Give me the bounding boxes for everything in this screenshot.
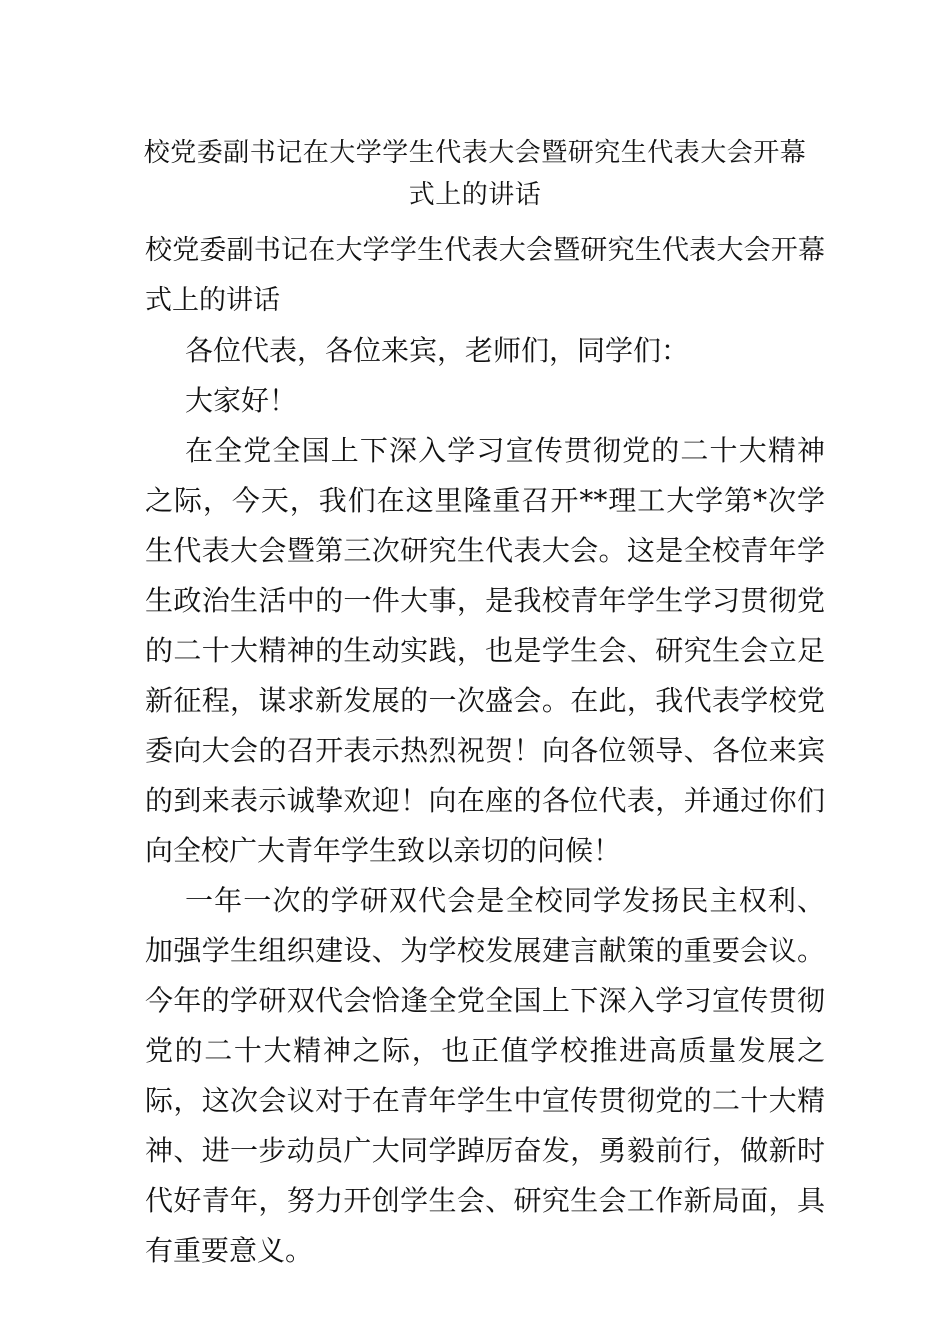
document-body: [145, 226, 825, 1276]
greeting-paragraph: 大家好！: [185, 384, 298, 417]
title-line-2: 式上的讲话: [408, 180, 542, 210]
document-subtitle: 校党委副书记在大学学生代表大会暨研究生代表大会开幕式上的讲话: [145, 235, 825, 316]
title-line-1: 校党委副书记在大学学生代表大会暨研究生代表大会开幕: [143, 138, 807, 168]
document-title: [120, 132, 830, 216]
body-paragraph-1: 在全党全国上下深入学习宣传贯彻党的二十大精神之际，今天，我们在这里隆重召开**理工大学第*次学生代表大会暨第三次研究生代表大会。这是全校青年学生政治生活中的一件大事，是我校青年学生学习贯彻党的二十大精神的生动实践，也是学生会、研究生会立足新征程，谋求新发展的一次盛会。在此，我代表学校党委向大会的召开表示热烈祝贺！向各位领导、各位来宾的到来表示诚挚欢迎！向在座的各位代表，并通过你们向全校广大青年学生致以亲切的问候！: [145, 434, 825, 867]
salutation-paragraph: 各位代表，各位来宾，老师们，同学们：: [185, 334, 690, 367]
body-paragraph-2: 一年一次的学研双代会是全校同学发扬民主权利、加强学生组织建设、为学校发展建言献策的重要会议。今年的学研双代会恰逢全党全国上下深入学习宣传贯彻党的二十大精神之际，也正值学校推进高质量发展之际，这次会议对于在青年学生中宣传贯彻党的二十大精神、进一步动员广大同学踔厉奋发，勇毅前行，做新时代好青年，努力开创学生会、研究生会工作新局面，具有重要意义。: [145, 884, 825, 1267]
